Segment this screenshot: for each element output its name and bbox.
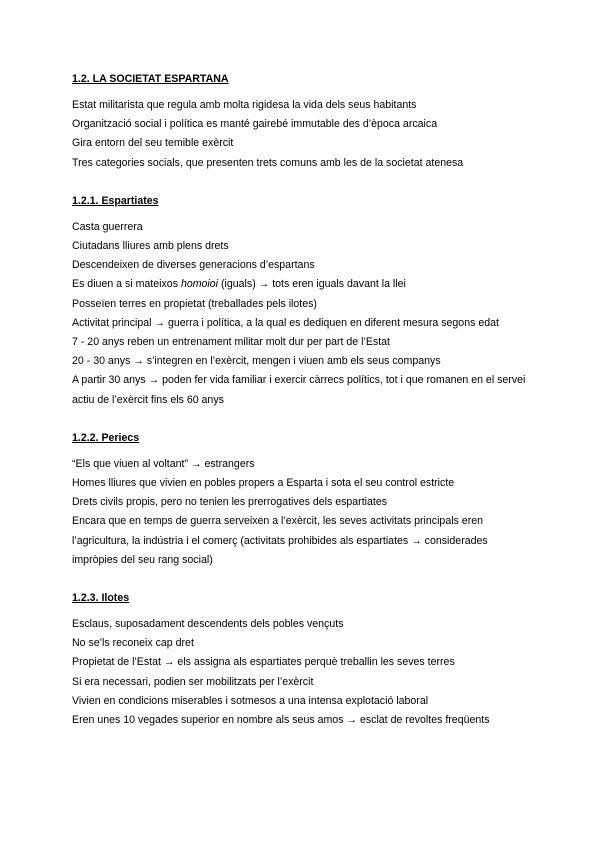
text-line: Vivien en condicions miserables i sotmesos a una intensa explotació laboral [72, 694, 429, 707]
text-line: Eren unes 10 vegades superior en nombre als seus amos → esclat de revoltes freqüents [72, 714, 490, 727]
text-line: Descendeixen de diverses generacions d’espartans [72, 259, 315, 272]
text-line: Estat militarista que regula amb molta rigidesa la vida dels seus habitants [72, 99, 417, 111]
text-line-homoioi [72, 275, 532, 294]
text-line: Encara que en temps de guerra serveixen a l’exèrcit, les seves activitats principals eren l’agricultura, la indústria i el comerç (activitats prohibides als espartiates → considerades impròpies del seu rang social) [72, 515, 488, 566]
text-line: 20 - 30 anys → s’integren en l’exèrcit, mengen i viuen amb els seus companys [72, 355, 441, 368]
section-heading: 1.2. LA SOCIETAT ESPARTANA [72, 73, 229, 85]
text-line: Casta guerrera [72, 220, 143, 233]
text-line: Homes lliures que vivien en pobles propers a Esparta i sota el seu control estricte [72, 477, 455, 490]
text-line: Posseïen terres en propietat (treballades pels ilotes) [72, 297, 317, 310]
text-line: 7 - 20 anys reben un entrenament militar molt dur per part de l’Estat [72, 336, 390, 349]
text-line: A partir 30 anys → poden fer vida familiar i exercir càrrecs polítics, tot i que romanen en el servei actiu de l’exèrcit fins els 60 anys [72, 374, 526, 406]
text-line: Activitat principal → guerra i política, a la qual es dediquen en diferent mesura segons edat [72, 316, 499, 329]
text-line: Esclaus, suposadament descendents dels pobles vençuts [72, 618, 344, 631]
text-line: No se’ls reconeix cap dret [72, 637, 194, 650]
text-fragment: Es diuen a si mateixos [72, 278, 181, 291]
text-line: Tres categories socials, que presenten trets comuns amb les de la societat atenesa [72, 156, 464, 169]
text-fragment: (iguals) → tots eren iguals davant la llei [218, 278, 406, 291]
section-periecs [72, 429, 532, 570]
section-ilotes [72, 589, 532, 730]
text-line: “Els que viuen al voltant” → estrangers [72, 457, 255, 470]
section-societat-espartana [72, 70, 532, 173]
text-line: Organització social i política es manté gairebé immutable des d’època arcaica [72, 118, 438, 131]
homoioi-term: homoioi [180, 278, 219, 291]
section-heading: 1.2.1. Espartiates [72, 194, 159, 207]
section-heading: 1.2.3. Ilotes [72, 592, 130, 605]
section-espartiates [72, 192, 532, 410]
text-line: Drets civils propis, pero no tenien les prerrogatives dels espartiates [72, 496, 388, 509]
section-heading: 1.2.2. Periecs [72, 431, 140, 444]
text-line: Ciutadans lliures amb plens drets [72, 240, 229, 253]
document-page [72, 70, 532, 749]
text-line: Si era necessari, podien ser mobilitzats per l’exèrcit [72, 675, 314, 688]
text-line: Gira entorn del seu temible exèrcit [72, 137, 234, 150]
text-line: Propietat de l’Estat → els assigna als espartiates perquè treballin les seves terres [72, 656, 455, 669]
